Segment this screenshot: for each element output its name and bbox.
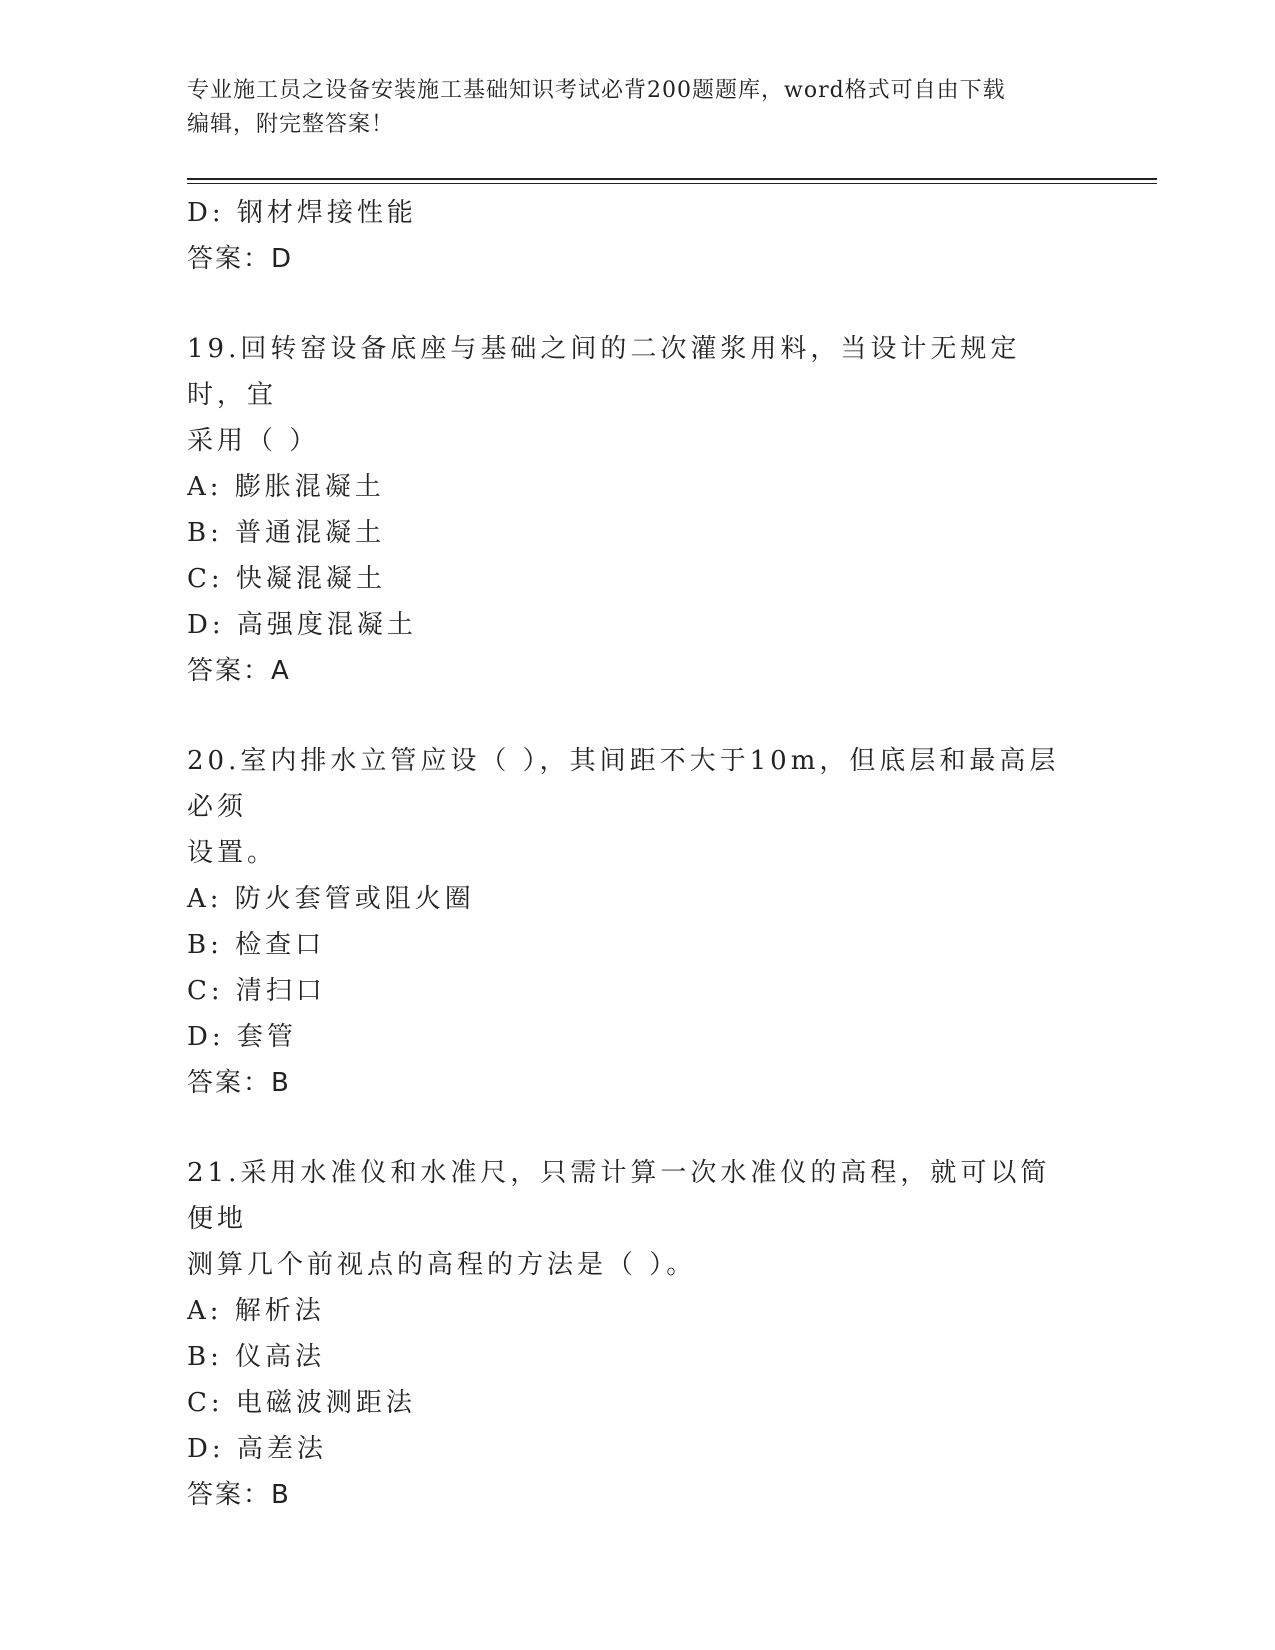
answer-line: 答案：B bbox=[187, 1480, 291, 1510]
header-title-line-1: 专业施工员之设备安装施工基础知识考试必背200题题库，word格式可自由下载 bbox=[187, 78, 1006, 103]
previous-question-tail bbox=[187, 190, 1087, 282]
question-stem-line-2: 测算几个前视点的高程的方法是（ ）。 bbox=[187, 1250, 697, 1280]
header-rule-thick bbox=[187, 178, 1157, 180]
question-stem-line-2: 采用（ ） bbox=[187, 426, 320, 456]
option-d: D: 套管 bbox=[187, 1022, 297, 1052]
option-d: D: 高强度混凝土 bbox=[187, 610, 417, 640]
answer-line: 答案：A bbox=[187, 656, 291, 686]
option-a: A: 膨胀混凝土 bbox=[187, 472, 385, 502]
question-stem-line-2: 设置。 bbox=[187, 838, 278, 868]
question-19 bbox=[187, 326, 1087, 694]
answer-line: 答案：D bbox=[187, 244, 294, 274]
option-d: D: 高差法 bbox=[187, 1434, 327, 1464]
option-d: D: 钢材焊接性能 bbox=[187, 198, 417, 228]
option-b: B: 仪高法 bbox=[187, 1342, 326, 1372]
option-c: C: 快凝混凝土 bbox=[187, 564, 386, 594]
document-header bbox=[187, 74, 1087, 142]
option-c: C: 清扫口 bbox=[187, 976, 326, 1006]
option-c: C: 电磁波测距法 bbox=[187, 1388, 416, 1418]
option-a: A: 防火套管或阻火圈 bbox=[187, 884, 475, 914]
option-b: B: 检查口 bbox=[187, 930, 326, 960]
question-list bbox=[187, 190, 1087, 1518]
option-b: B: 普通混凝土 bbox=[187, 518, 386, 548]
header-rule-thin bbox=[187, 183, 1157, 184]
answer-line: 答案：B bbox=[187, 1068, 291, 1098]
question-stem-line-1: 20.室内排水立管应设（ ），其间距不大于10m，但底层和最高层必须 bbox=[187, 746, 1060, 822]
question-stem-line-1: 19.回转窑设备底座与基础之间的二次灌浆用料，当设计无规定时，宜 bbox=[187, 334, 1021, 410]
question-stem-line-1: 21.采用水准仪和水准尺，只需计算一次水准仪的高程，就可以简便地 bbox=[187, 1158, 1051, 1234]
question-20 bbox=[187, 738, 1087, 1106]
header-title-line-2: 编辑，附完整答案！ bbox=[187, 112, 395, 137]
option-a: A: 解析法 bbox=[187, 1296, 325, 1326]
question-21 bbox=[187, 1150, 1087, 1518]
